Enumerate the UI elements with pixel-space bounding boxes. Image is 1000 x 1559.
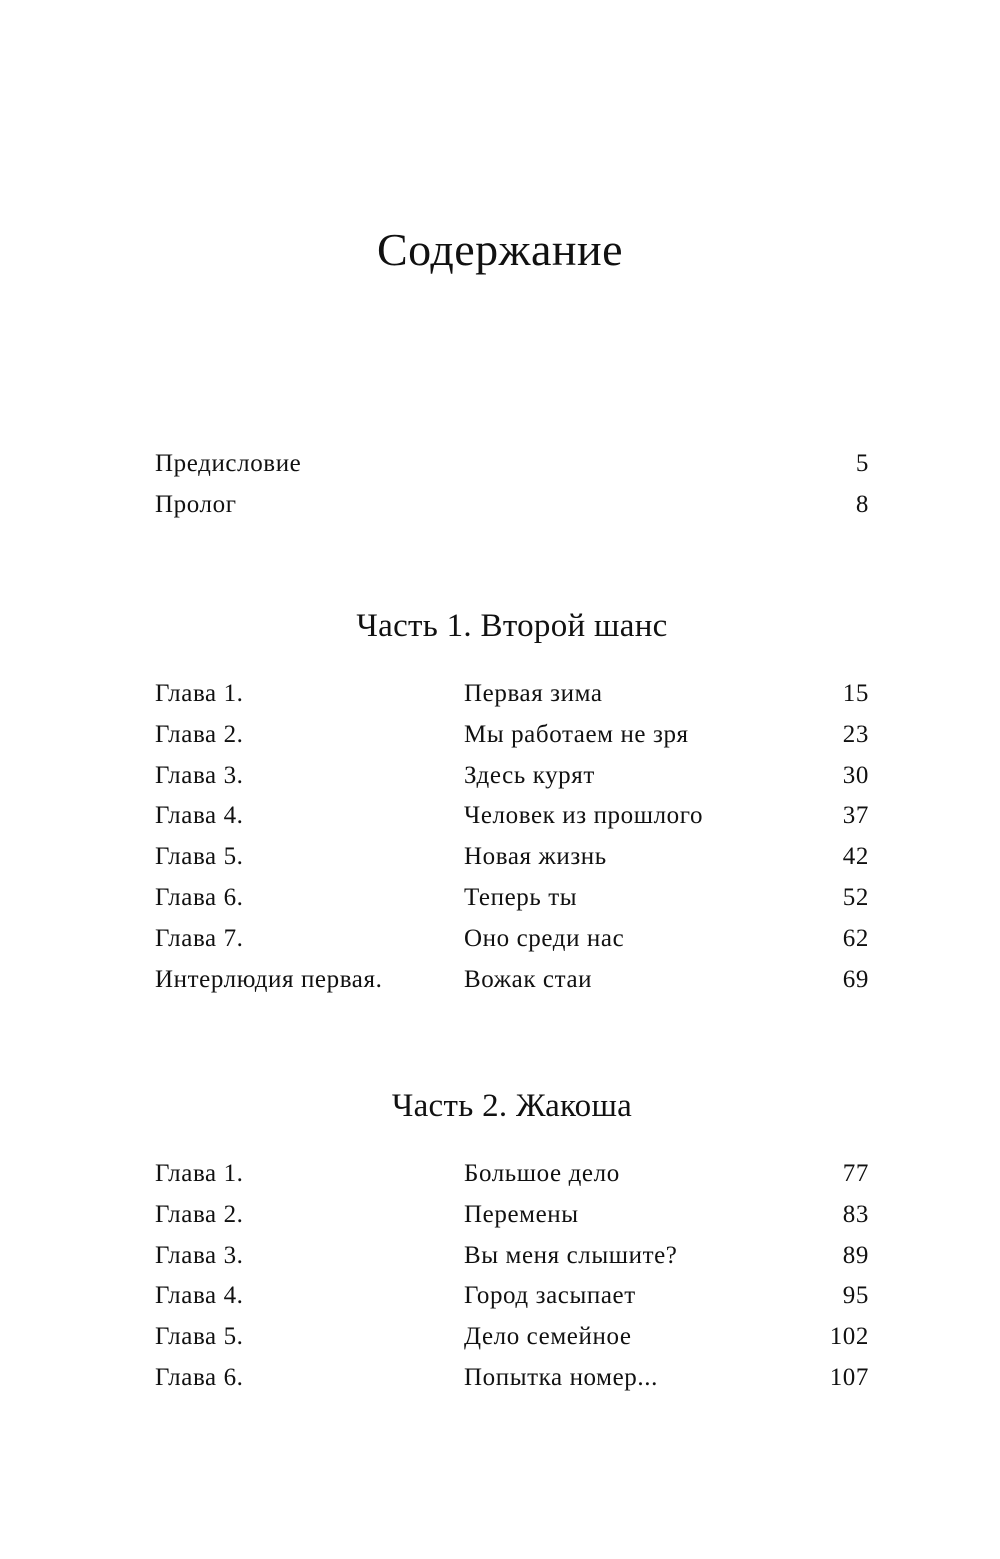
- toc-entry[interactable]: [155, 1197, 869, 1238]
- toc-entry[interactable]: [155, 921, 869, 962]
- chapter-page-number: 107: [829, 1363, 869, 1391]
- chapter-title: Попытка номер...: [464, 1363, 658, 1391]
- chapter-page-number: 52: [842, 883, 869, 911]
- chapter-label: Глава 6.: [155, 1363, 244, 1391]
- part-2-section: [155, 1084, 869, 1401]
- chapter-title: Оно среди нас: [464, 924, 625, 952]
- chapter-title: Большое дело: [464, 1160, 620, 1187]
- chapter-label: Глава 2.: [155, 720, 244, 748]
- chapter-title: Дело семейное: [464, 1323, 632, 1351]
- chapter-title: Здесь курят: [464, 761, 595, 789]
- chapter-page-number: 69: [842, 965, 869, 993]
- chapter-page-number: 77: [842, 1160, 869, 1187]
- toc-entry[interactable]: [155, 962, 869, 1003]
- toc-entry[interactable]: [155, 1238, 869, 1279]
- chapter-title: Первая зима: [464, 680, 603, 707]
- chapter-title: Теперь ты: [464, 883, 578, 911]
- chapter-label: Глава 5.: [155, 1323, 244, 1351]
- chapter-title: Человек из прошлого: [464, 802, 704, 830]
- chapter-label: Глава 3.: [155, 1241, 244, 1269]
- chapter-page-number: 37: [842, 802, 869, 830]
- toc-entry-prologue[interactable]: [155, 487, 869, 528]
- chapter-page-number: 83: [842, 1200, 869, 1228]
- part-title: Часть 2. Жакоша: [391, 1088, 633, 1124]
- toc-entry[interactable]: [155, 1278, 869, 1319]
- chapter-label: Глава 2.: [155, 1200, 244, 1228]
- toc-entry[interactable]: [155, 758, 869, 799]
- chapter-page-number: 95: [842, 1282, 869, 1310]
- chapter-page-number: 89: [842, 1241, 869, 1269]
- chapter-label: Глава 3.: [155, 761, 244, 789]
- chapter-label: Глава 4.: [155, 802, 244, 830]
- part-title: Часть 1. Второй шанс: [356, 608, 668, 644]
- chapter-page-number: 102: [829, 1323, 869, 1351]
- chapter-label: Глава 1.: [155, 680, 244, 707]
- chapter-page-number: 30: [842, 761, 869, 789]
- chapter-title: Новая жизнь: [464, 843, 607, 871]
- chapter-label: Глава 6.: [155, 883, 244, 911]
- toc-entry[interactable]: [155, 676, 869, 717]
- chapter-page-number: 23: [842, 720, 869, 748]
- toc-entry[interactable]: [155, 1360, 869, 1401]
- page-title: Содержание: [376, 224, 624, 275]
- front-matter-list: [155, 446, 869, 528]
- toc-entry-foreword[interactable]: [155, 446, 869, 487]
- chapter-label: Глава 5.: [155, 843, 244, 871]
- chapter-label: Глава 4.: [155, 1282, 244, 1310]
- chapter-label: Глава 1.: [155, 1160, 244, 1187]
- toc-entry[interactable]: [155, 717, 869, 758]
- entry-title: Предисловие: [155, 450, 302, 477]
- chapter-title: Вожак стаи: [464, 965, 593, 993]
- toc-entry[interactable]: [155, 1156, 869, 1197]
- chapter-title: Город засыпает: [464, 1282, 636, 1310]
- toc-entry[interactable]: [155, 880, 869, 921]
- toc-entry[interactable]: [155, 839, 869, 880]
- entry-page-number: 8: [855, 491, 869, 518]
- toc-entry[interactable]: [155, 1319, 869, 1360]
- entry-title: Пролог: [155, 491, 237, 518]
- chapter-page-number: 42: [842, 843, 869, 871]
- chapter-page-number: 15: [842, 680, 869, 707]
- chapter-title: Перемены: [464, 1200, 579, 1228]
- chapter-label: Глава 7.: [155, 924, 244, 952]
- part-1-section: [155, 604, 869, 1002]
- chapter-page-number: 62: [842, 924, 869, 952]
- toc-entry[interactable]: [155, 798, 869, 839]
- chapter-title: Мы работаем не зря: [464, 720, 689, 748]
- chapter-label: Интерлюдия первая.: [155, 965, 383, 993]
- entry-page-number: 5: [855, 450, 869, 477]
- chapter-title: Вы меня слышите?: [464, 1241, 678, 1269]
